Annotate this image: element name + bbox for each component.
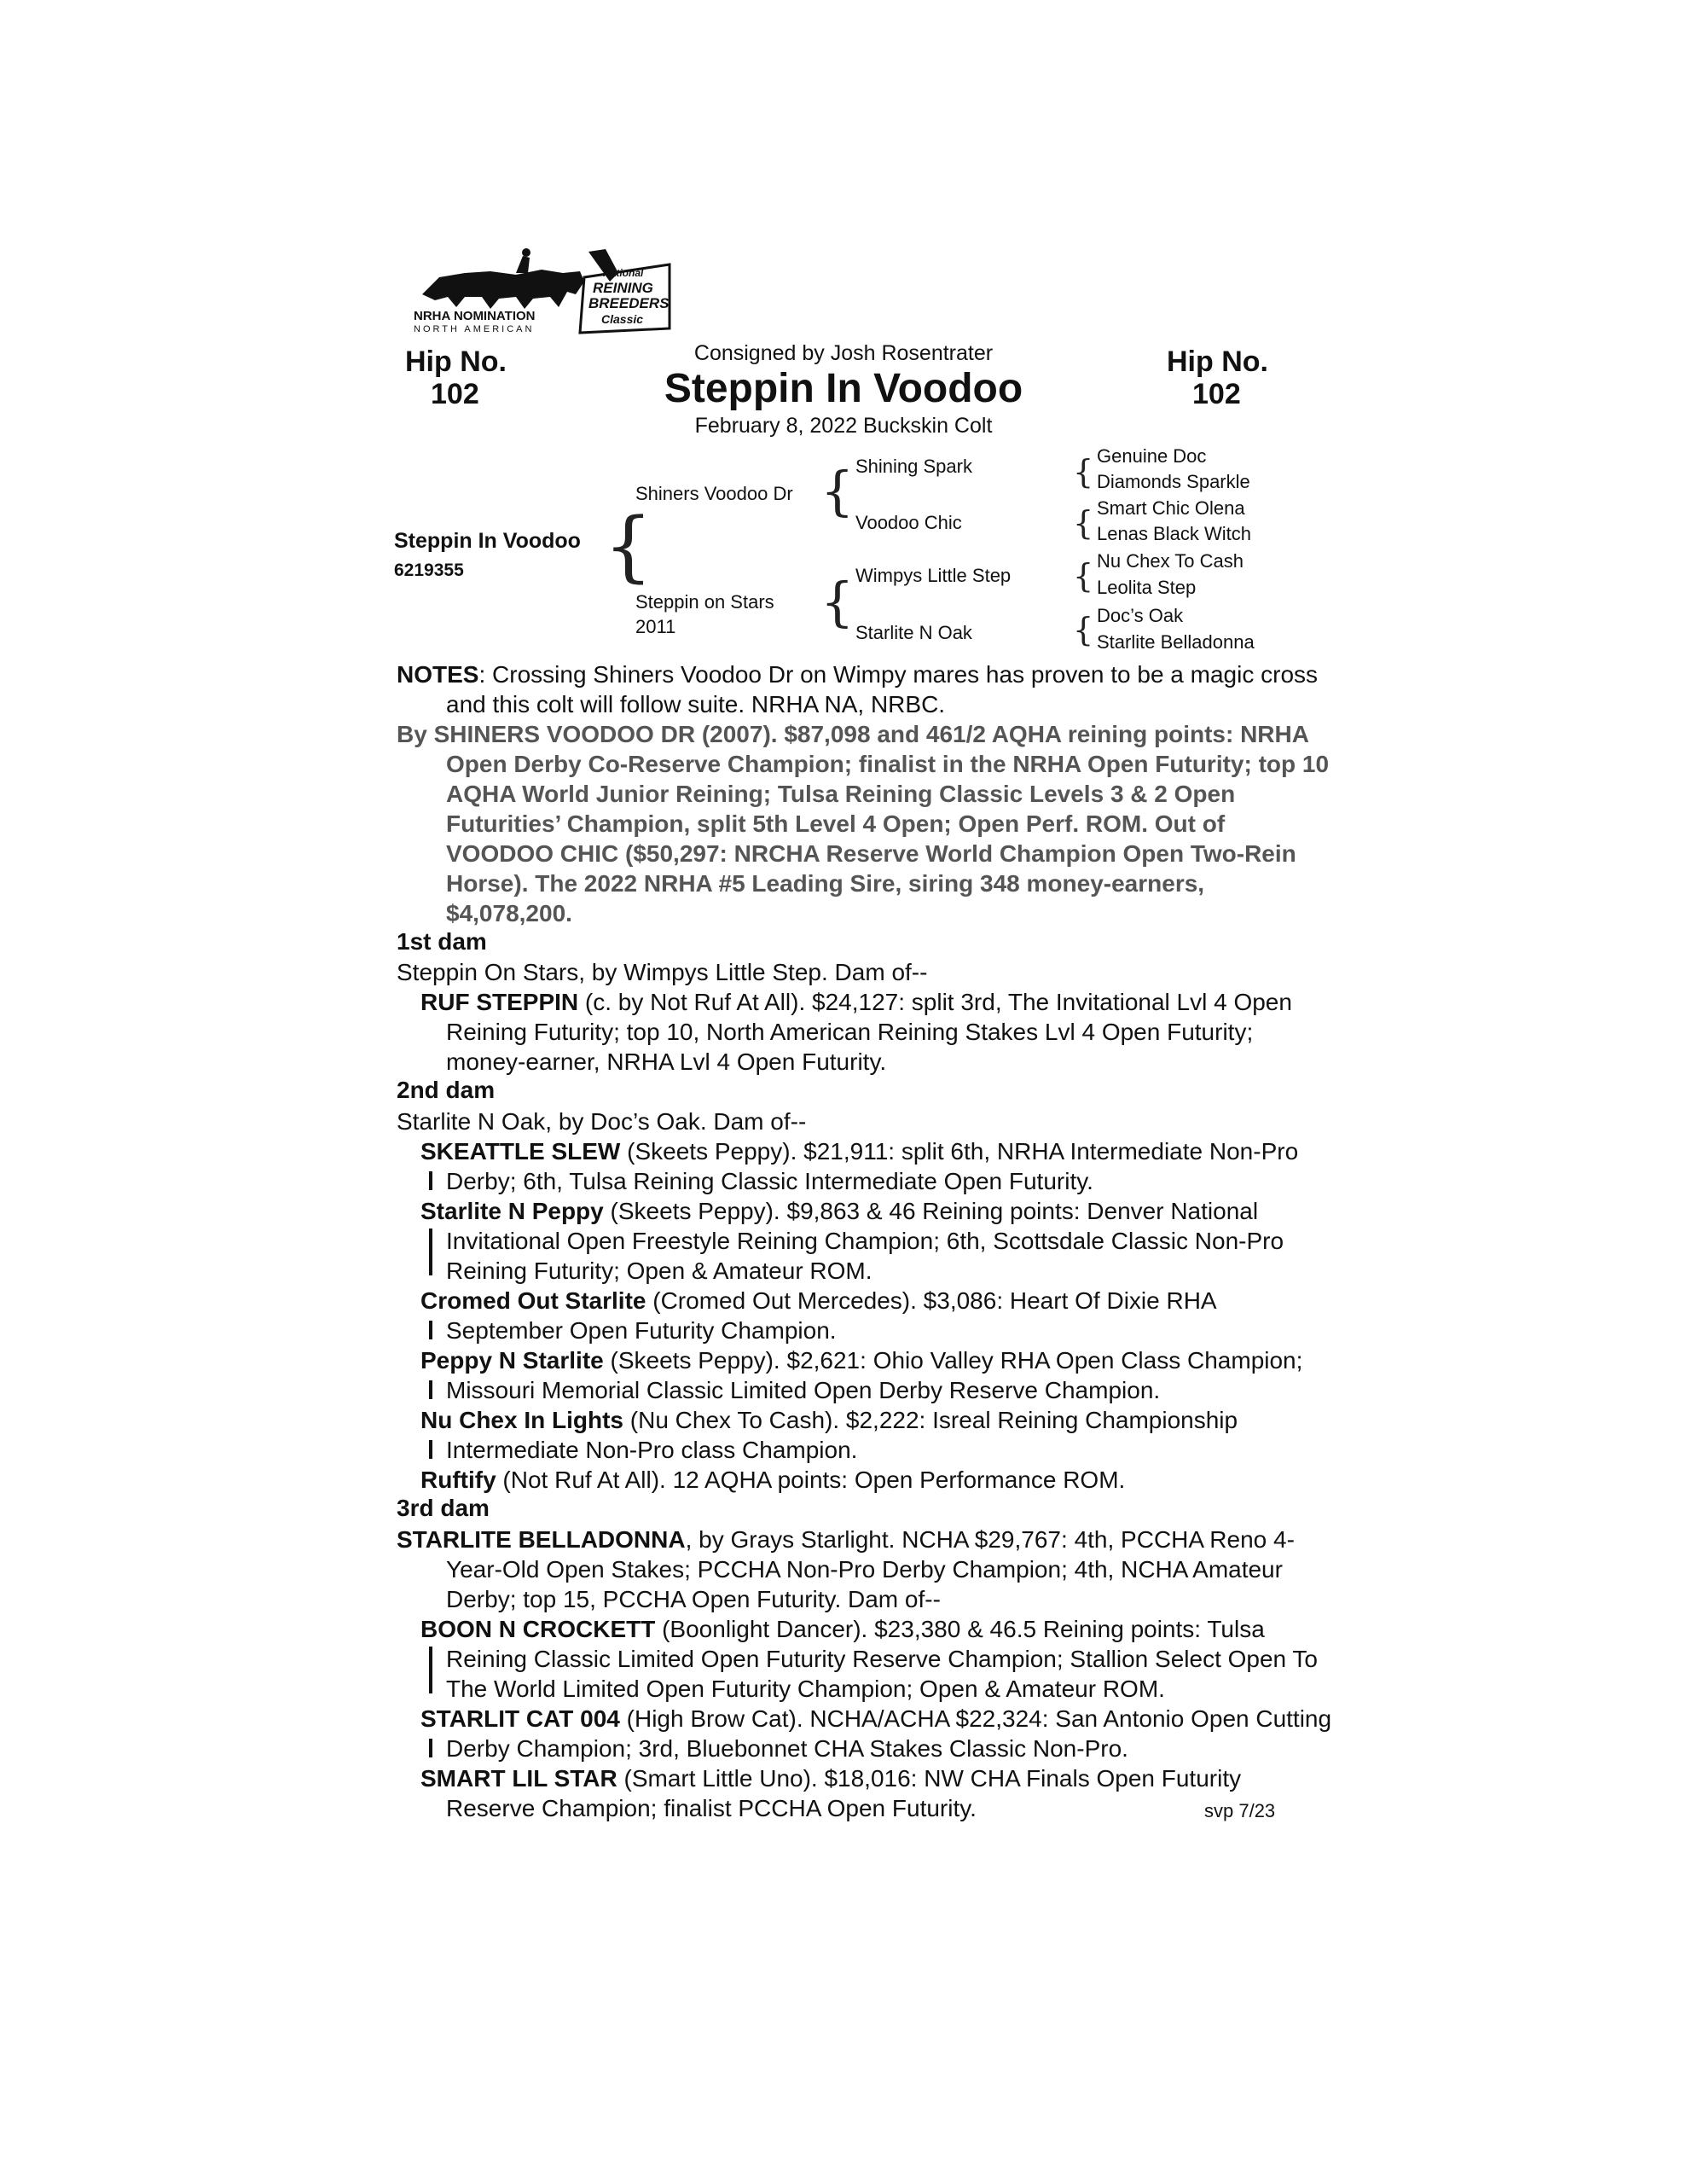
first-dam-intro: Steppin On Stars, by Wimpys Little Step. Dam of--	[397, 959, 928, 985]
produce-name: Ruftify	[420, 1467, 496, 1493]
produce-text: (Skeets Peppy). $9,863 & 46 Reining points: Denver National Invitational Open Freestyle Reining Champion; 6th, Scottsdale Classic Non-Pro Reining Futurity; Open & Amateur ROM.	[446, 1198, 1284, 1284]
pedigree-dam: Steppin on Stars	[635, 591, 774, 613]
third-dam-intro	[397, 1525, 1333, 1614]
hip-number-right: 102	[1192, 378, 1241, 410]
sire-of-winner-mark	[429, 1739, 432, 1757]
third-dam-text: , by Grays Starlight. NCHA $29,767: 4th, PCCHA Reno 4-Year-Old Open Stakes; PCCHA Non-Pro Derby Champion; 4th, NCHA Amateur Derby; top 15, PCCHA Open Futurity. Dam of--	[446, 1526, 1295, 1612]
hip-number-left: 102	[431, 378, 479, 410]
produce-name: Cromed Out Starlite	[420, 1287, 646, 1314]
produce-text: (Boonlight Dancer). $23,380 & 46.5 Reining points: Tulsa Reining Classic Limited Open Futurity Reserve Champion; Stallion Select Open To The World Limited Open Futurity Champion; Open & Amateur ROM.	[446, 1616, 1318, 1702]
pedigree-sire: Shiners Voodoo Dr	[635, 483, 793, 504]
produce-text: (Not Ruf At All). 12 AQHA points: Open Performance ROM.	[496, 1467, 1126, 1493]
foaling-date-description: February 8, 2022 Buckskin Colt	[694, 414, 993, 438]
pedigree-sire-sire: Shining Spark	[855, 456, 972, 477]
sire-of-winner-mark	[429, 1647, 432, 1693]
first-dam-heading: 1st dam	[397, 928, 487, 955]
hip-label-right: Hip No.	[1167, 346, 1268, 378]
produce-name: SMART LIL STAR	[420, 1765, 617, 1792]
notes-paragraph	[397, 659, 1333, 719]
sire-of-winner-mark	[429, 1321, 432, 1339]
horse-name-title: Steppin In Voodoo	[664, 366, 1023, 411]
pedigree-dam-sire: Wimpys Little Step	[855, 565, 1012, 586]
second-dam-produce-1	[397, 1136, 1333, 1196]
footer-code: svp 7/23	[1204, 1800, 1276, 1821]
nrha-nrbc-logo	[414, 247, 674, 346]
pedigree-dds: Doc’s Oak	[1097, 605, 1184, 626]
produce-text: (Skeets Peppy). $2,621: Ohio Valley RHA Open Class Champion; Missouri Memorial Classic Limited Open Derby Reserve Champion.	[446, 1347, 1303, 1403]
logo-nrha-line1: NRHA NOMINATION	[414, 309, 536, 323]
produce-text: (Cromed Out Mercedes). $3,086: Heart Of Dixie RHA September Open Futurity Champion.	[446, 1287, 1216, 1344]
pedigree-sds: Smart Chic Olena	[1097, 497, 1245, 519]
produce-name: RUF STEPPIN	[420, 989, 579, 1015]
logo-nrbc-line1: National	[603, 267, 644, 279]
logo-nrha-line2: NORTH AMERICAN	[414, 324, 535, 334]
sire-of-winner-mark	[429, 1228, 432, 1275]
pedigree-subject: Steppin In Voodoo	[394, 529, 581, 553]
second-dam-produce-6	[397, 1465, 1333, 1495]
notes-label: NOTES	[397, 661, 479, 688]
logo-nrbc-line4: Classic	[601, 312, 644, 326]
second-dam-produce-2	[397, 1196, 1333, 1286]
third-dam-produce-1	[397, 1614, 1333, 1704]
pedigree-dsd: Leolita Step	[1097, 577, 1197, 598]
produce-name: Starlite N Peppy	[420, 1198, 604, 1224]
brace-ds: {	[1073, 557, 1094, 595]
brace-main: {	[604, 502, 653, 591]
third-dam-produce-2	[397, 1704, 1333, 1763]
second-dam-produce-4	[397, 1345, 1333, 1405]
produce-name: Peppy N Starlite	[420, 1347, 604, 1374]
pedigree-sire-dam: Voodoo Chic	[855, 512, 962, 533]
second-dam-produce-3	[397, 1286, 1333, 1345]
produce-text: (Smart Little Uno). $18,016: NW CHA Finals Open Futurity Reserve Champion; finalist PCCHA Open Futurity.	[446, 1765, 1242, 1821]
registration-number: 6219355	[394, 561, 464, 580]
pedigree-ssd: Diamonds Sparkle	[1097, 471, 1250, 492]
third-dam-produce-3	[397, 1763, 1333, 1823]
sire-of-winner-mark	[429, 1380, 432, 1399]
produce-text: (Skeets Peppy). $21,911: split 6th, NRHA Intermediate Non-Pro Derby; 6th, Tulsa Reining Classic Intermediate Open Futurity.	[446, 1138, 1299, 1194]
third-dam-name: STARLITE BELLADONNA	[397, 1526, 686, 1553]
brace-ss: {	[1073, 453, 1094, 491]
consignor: Consigned by Josh Rosentrater	[693, 341, 994, 365]
sire-info-paragraph: By SHINERS VOODOO DR (2007). $87,098 and 461/2 AQHA reining points: NRHA Open Derby Co-Reserve Champion; finalist in the NRHA Open Futurity; top 10 AQHA World Junior Reining; Tulsa Reining Classic Levels 3 & 2 Open Futurities’ Champion, split 5th Level 4 Open; Open Perf. ROM. Out of VOODOO CHIC ($50,297: NRCHA Reserve World Champion Open Two-Rein Horse). The 2022 NRHA #5 Leading Sire, siring 348 money-earners, $4,078,200.	[397, 721, 1330, 926]
logo-nrbc-line2: REINING	[593, 280, 653, 296]
notes-text: : Crossing Shiners Voodoo Dr on Wimpy mares has proven to be a magic cross and this colt will follow suite. NRHA NA, NRBC.	[446, 661, 1319, 717]
brace-dd: {	[1073, 611, 1094, 648]
pedigree-dss: Nu Chex To Cash	[1097, 550, 1244, 572]
logo-nrbc-line3: BREEDERS	[588, 295, 670, 311]
brace-sire: {	[820, 460, 855, 522]
pedigree-sss: Genuine Doc	[1097, 445, 1207, 467]
first-dam-produce-1	[397, 987, 1333, 1077]
sire-of-winner-mark	[429, 1171, 432, 1190]
hip-label-left: Hip No.	[405, 346, 507, 378]
third-dam-heading: 3rd dam	[397, 1495, 490, 1521]
produce-name: STARLIT CAT 004	[420, 1705, 620, 1732]
produce-text: (c. by Not Ruf At All). $24,127: split 3rd, The Invitational Lvl 4 Open Reining Futurity; top 10, North American Reining Stakes Lvl 4 Open Futurity; money-earner, NRHA Lvl 4 Open Futurity.	[446, 989, 1292, 1075]
pedigree-dam-dam: Starlite N Oak	[855, 622, 972, 643]
produce-name: SKEATTLE SLEW	[420, 1138, 621, 1165]
sire-of-winner-mark	[429, 1440, 432, 1459]
pedigree-ddd: Starlite Belladonna	[1097, 631, 1255, 653]
pedigree-dam-year: 2011	[635, 616, 676, 637]
second-dam-heading: 2nd dam	[397, 1077, 496, 1103]
produce-text: (Nu Chex To Cash). $2,222: Isreal Reining Championship Intermediate Non-Pro class Champion.	[446, 1407, 1238, 1463]
produce-name: Nu Chex In Lights	[420, 1407, 623, 1433]
produce-name: BOON N CROCKETT	[420, 1616, 656, 1642]
produce-text: (High Brow Cat). NCHA/ACHA $22,324: San Antonio Open Cutting Derby Champion; 3rd, Bluebonnet CHA Stakes Classic Non-Pro.	[446, 1705, 1332, 1762]
second-dam-produce-5	[397, 1405, 1333, 1465]
brace-sd: {	[1073, 504, 1094, 542]
second-dam-intro: Starlite N Oak, by Doc’s Oak. Dam of--	[397, 1108, 807, 1135]
pedigree-sdd: Lenas Black Witch	[1097, 523, 1251, 544]
brace-dam: {	[820, 571, 855, 633]
